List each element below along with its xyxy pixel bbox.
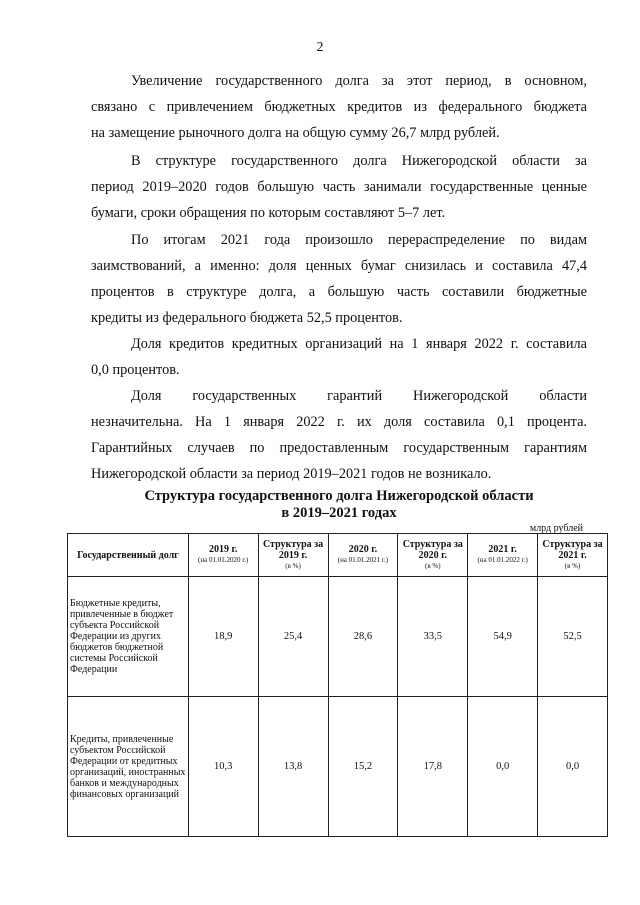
paragraph-line: Нижегородской области за период 2019–2021 годов не возникало. (91, 466, 492, 482)
debt-structure-table (67, 533, 608, 837)
table-title-line: Структура государственного долга Нижегородской области (144, 488, 534, 504)
paragraph-line: Доля кредитов кредитных организаций на 1 января 2022 г. составила (131, 336, 587, 352)
table-cell: 33,5 (398, 577, 468, 697)
table-cell: 15,2 (328, 697, 398, 837)
header-cell: 2020 г. (на 01.01.2021 г.) (328, 534, 398, 577)
row-label: Бюджетные кредиты, привлеченные в бюджет субъекта Российской Федерации из других бюджетов бюджетной системы Российской Федерации (68, 577, 189, 697)
header-cell: 2019 г. (на 01.01.2020 г.) (188, 534, 258, 577)
paragraph-2 (91, 148, 587, 226)
header-cell: Государственный долг (68, 534, 189, 577)
paragraph-3 (91, 227, 587, 331)
page-number: 2 (316, 40, 324, 55)
table-cell: 54,9 (468, 577, 538, 697)
table-cell: 0,0 (538, 697, 608, 837)
paragraph-line: бумаги, сроки обращения по которым составляют 5–7 лет. (91, 205, 446, 221)
paragraph-line: процентов в структуре долга, а большую часть составили бюджетные (91, 284, 587, 300)
table-title-line: в 2019–2021 годах (281, 505, 397, 521)
paragraph-1 (91, 68, 587, 146)
paragraph-line: Доля государственных гарантий Нижегородской области (131, 388, 587, 404)
paragraph-5 (91, 383, 587, 487)
paragraph-line: на замещение рыночного долга на общую сумму 26,7 млрд рублей. (91, 125, 500, 141)
header-cell: Структура за 2019 г. (в %) (258, 534, 328, 577)
paragraph-line: незначительна. На 1 января 2022 г. их доля составила 0,1 процента. (91, 414, 587, 430)
table-cell: 18,9 (188, 577, 258, 697)
paragraph-line: 0,0 процентов. (91, 362, 180, 378)
table-header-row (68, 534, 608, 577)
table-cell: 13,8 (258, 697, 328, 837)
header-cell: Структура за 2020 г. (в %) (398, 534, 468, 577)
paragraph-line: связано с привлечением бюджетных кредитов из федерального бюджета (91, 99, 587, 115)
header-cell: 2021 г. (на 01.01.2022 г.) (468, 534, 538, 577)
paragraph-line: Увеличение государственного долга за этот период, в основном, (131, 73, 587, 89)
paragraph-line: период 2019–2020 годов большую часть занимали государственные ценные (91, 179, 587, 195)
table-units: млрд рублей (529, 523, 583, 534)
table-cell: 10,3 (188, 697, 258, 837)
table-cell: 28,6 (328, 577, 398, 697)
table-row (68, 697, 608, 837)
table-title (91, 488, 587, 522)
table-cell: 52,5 (538, 577, 608, 697)
paragraph-line: По итогам 2021 года произошло перераспределение по видам (131, 232, 587, 248)
paragraph-line: кредиты из федерального бюджета 52,5 процентов. (91, 310, 403, 326)
header-cell: Структура за 2021 г. (в %) (538, 534, 608, 577)
table-cell: 0,0 (468, 697, 538, 837)
table-cell: 25,4 (258, 577, 328, 697)
paragraph-line: Гарантийных случаев по предоставленным государственным гарантиям (91, 440, 587, 456)
table-cell: 17,8 (398, 697, 468, 837)
paragraph-line: В структуре государственного долга Нижегородской области за (131, 153, 587, 169)
paragraph-line: заимствований, а именно: доля ценных бумаг снизилась и составила 47,4 (91, 258, 587, 274)
table-row (68, 577, 608, 697)
paragraph-4 (91, 331, 587, 383)
row-label: Кредиты, привлеченные субъектом Российской Федерации от кредитных организаций, иностранных банков и международных финансовых организаций (68, 697, 189, 837)
